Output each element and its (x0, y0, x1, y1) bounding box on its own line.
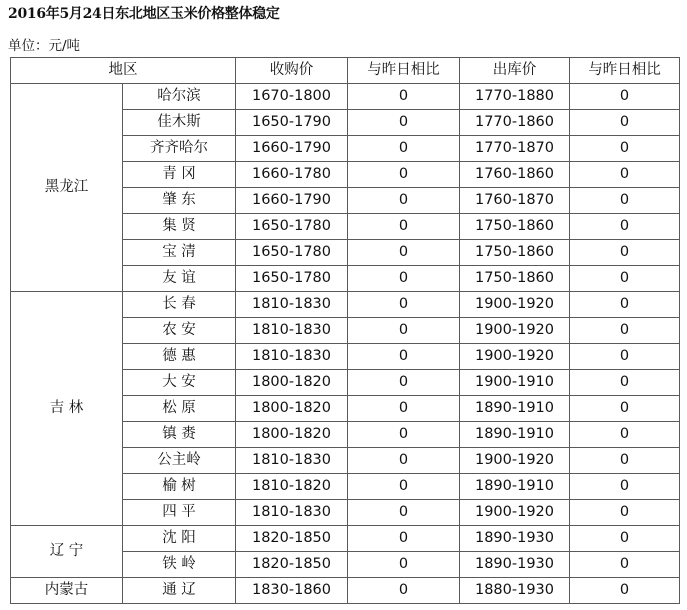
out-change-cell: 0 (570, 136, 680, 162)
city-cell: 齐齐哈尔 (123, 136, 236, 162)
out-price-cell: 1900-1920 (460, 448, 570, 474)
buy-change-cell: 0 (348, 240, 460, 266)
region-cell: 辽 宁 (11, 526, 123, 578)
table-row (11, 84, 680, 110)
buy-change-cell: 0 (348, 422, 460, 448)
buy-change-cell: 0 (348, 188, 460, 214)
out-price-cell: 1770-1880 (460, 84, 570, 110)
city-cell: 镇 赉 (123, 422, 236, 448)
city-cell: 青 冈 (123, 162, 236, 188)
out-price-cell: 1900-1910 (460, 370, 570, 396)
out-change-cell: 0 (570, 292, 680, 318)
header-buy-price: 收购价 (236, 58, 348, 84)
out-price-cell: 1890-1910 (460, 474, 570, 500)
city-cell: 铁 岭 (123, 552, 236, 578)
buy-price-cell: 1820-1850 (236, 526, 348, 552)
city-cell: 榆 树 (123, 474, 236, 500)
buy-price-cell: 1810-1830 (236, 448, 348, 474)
city-cell: 长 春 (123, 292, 236, 318)
buy-change-cell: 0 (348, 526, 460, 552)
buy-change-cell: 0 (348, 578, 460, 604)
city-cell: 大 安 (123, 370, 236, 396)
buy-price-cell: 1810-1830 (236, 292, 348, 318)
out-price-cell: 1750-1860 (460, 240, 570, 266)
out-change-cell: 0 (570, 188, 680, 214)
buy-change-cell: 0 (348, 448, 460, 474)
table-body (11, 84, 680, 604)
header-region: 地区 (11, 58, 236, 84)
out-price-cell: 1750-1860 (460, 266, 570, 292)
buy-price-cell: 1810-1820 (236, 474, 348, 500)
buy-price-cell: 1650-1780 (236, 240, 348, 266)
table-row (11, 578, 680, 604)
buy-change-cell: 0 (348, 292, 460, 318)
buy-price-cell: 1800-1820 (236, 422, 348, 448)
city-cell: 四 平 (123, 500, 236, 526)
buy-change-cell: 0 (348, 318, 460, 344)
buy-change-cell: 0 (348, 162, 460, 188)
out-price-cell: 1760-1870 (460, 188, 570, 214)
buy-price-cell: 1650-1780 (236, 266, 348, 292)
buy-change-cell: 0 (348, 370, 460, 396)
out-change-cell: 0 (570, 110, 680, 136)
out-price-cell: 1770-1860 (460, 110, 570, 136)
out-price-cell: 1900-1920 (460, 292, 570, 318)
city-cell: 集 贤 (123, 214, 236, 240)
buy-change-cell: 0 (348, 136, 460, 162)
city-cell: 沈 阳 (123, 526, 236, 552)
out-price-cell: 1900-1920 (460, 344, 570, 370)
buy-change-cell: 0 (348, 474, 460, 500)
buy-change-cell: 0 (348, 214, 460, 240)
buy-price-cell: 1660-1790 (236, 136, 348, 162)
out-change-cell: 0 (570, 578, 680, 604)
header-out-change: 与昨日相比 (570, 58, 680, 84)
out-price-cell: 1880-1930 (460, 578, 570, 604)
table-row (11, 292, 680, 318)
header-row (11, 58, 680, 84)
out-change-cell: 0 (570, 500, 680, 526)
out-change-cell: 0 (570, 84, 680, 110)
buy-change-cell: 0 (348, 84, 460, 110)
city-cell: 宝 清 (123, 240, 236, 266)
out-change-cell: 0 (570, 474, 680, 500)
out-price-cell: 1750-1860 (460, 214, 570, 240)
buy-price-cell: 1810-1830 (236, 344, 348, 370)
out-change-cell: 0 (570, 552, 680, 578)
city-cell: 通 辽 (123, 578, 236, 604)
buy-change-cell: 0 (348, 552, 460, 578)
city-cell: 农 安 (123, 318, 236, 344)
header-out-price: 出库价 (460, 58, 570, 84)
out-change-cell: 0 (570, 162, 680, 188)
buy-change-cell: 0 (348, 500, 460, 526)
table-row (11, 526, 680, 552)
region-cell: 吉 林 (11, 292, 123, 526)
unit-label: 单位：元/吨 (8, 38, 81, 54)
out-price-cell: 1890-1910 (460, 396, 570, 422)
out-change-cell: 0 (570, 240, 680, 266)
buy-change-cell: 0 (348, 396, 460, 422)
buy-price-cell: 1800-1820 (236, 396, 348, 422)
city-cell: 哈尔滨 (123, 84, 236, 110)
city-cell: 松 原 (123, 396, 236, 422)
buy-price-cell: 1660-1790 (236, 188, 348, 214)
buy-price-cell: 1660-1780 (236, 162, 348, 188)
out-price-cell: 1890-1930 (460, 552, 570, 578)
out-price-cell: 1890-1910 (460, 422, 570, 448)
price-table (10, 57, 680, 604)
buy-price-cell: 1670-1800 (236, 84, 348, 110)
out-price-cell: 1770-1870 (460, 136, 570, 162)
page-title: 2016年5月24日东北地区玉米价格整体稳定 (8, 6, 280, 22)
city-cell: 友 谊 (123, 266, 236, 292)
out-change-cell: 0 (570, 396, 680, 422)
buy-price-cell: 1810-1830 (236, 318, 348, 344)
city-cell: 佳木斯 (123, 110, 236, 136)
buy-change-cell: 0 (348, 266, 460, 292)
out-change-cell: 0 (570, 266, 680, 292)
buy-change-cell: 0 (348, 344, 460, 370)
buy-change-cell: 0 (348, 110, 460, 136)
buy-price-cell: 1650-1780 (236, 214, 348, 240)
out-price-cell: 1890-1930 (460, 526, 570, 552)
out-change-cell: 0 (570, 370, 680, 396)
out-change-cell: 0 (570, 526, 680, 552)
out-price-cell: 1900-1920 (460, 500, 570, 526)
out-change-cell: 0 (570, 344, 680, 370)
city-cell: 公主岭 (123, 448, 236, 474)
out-price-cell: 1900-1920 (460, 318, 570, 344)
buy-price-cell: 1820-1850 (236, 552, 348, 578)
region-cell: 内蒙古 (11, 578, 123, 604)
buy-price-cell: 1810-1830 (236, 500, 348, 526)
buy-price-cell: 1650-1790 (236, 110, 348, 136)
out-change-cell: 0 (570, 214, 680, 240)
region-cell: 黑龙江 (11, 84, 123, 292)
out-change-cell: 0 (570, 448, 680, 474)
buy-price-cell: 1800-1820 (236, 370, 348, 396)
out-change-cell: 0 (570, 318, 680, 344)
out-price-cell: 1760-1860 (460, 162, 570, 188)
buy-price-cell: 1830-1860 (236, 578, 348, 604)
header-buy-change: 与昨日相比 (348, 58, 460, 84)
city-cell: 德 惠 (123, 344, 236, 370)
out-change-cell: 0 (570, 422, 680, 448)
city-cell: 肇 东 (123, 188, 236, 214)
